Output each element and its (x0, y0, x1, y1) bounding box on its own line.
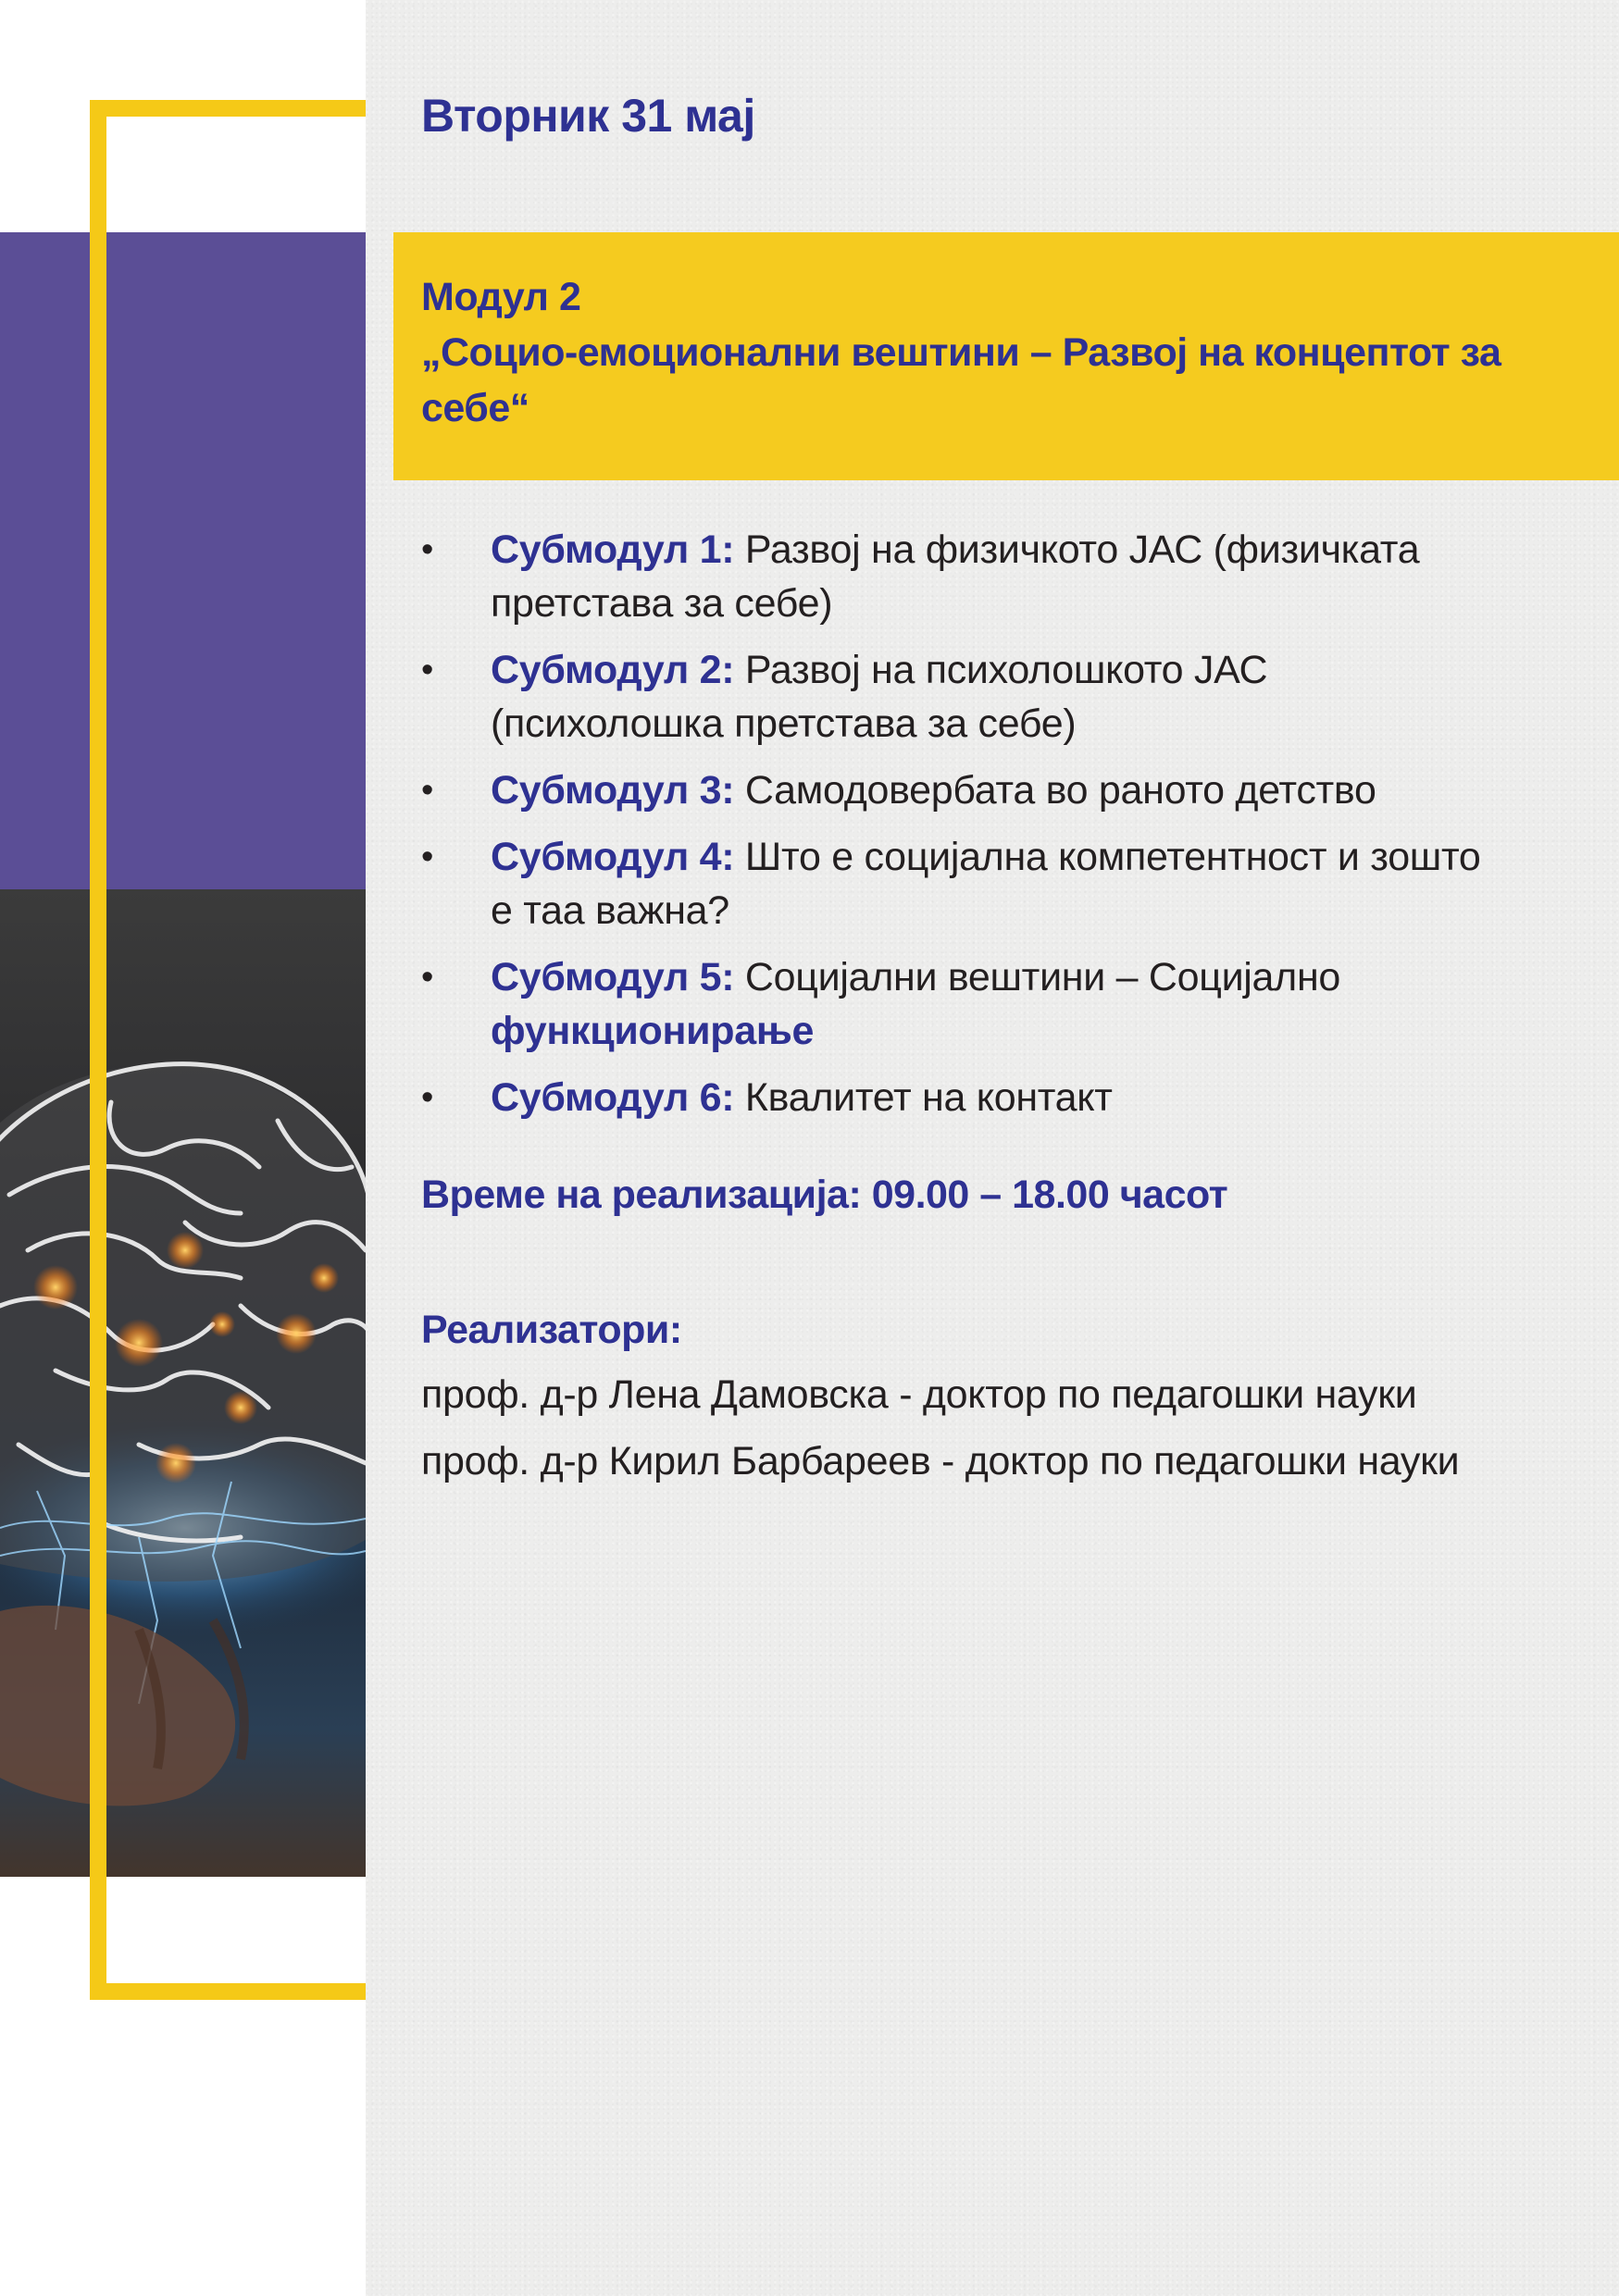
list-item (421, 763, 1495, 817)
list-item (421, 523, 1495, 630)
submodule-text: Развој на психолошкото ЈАС (психолошка претстава за себе) (491, 648, 1268, 746)
submodule-text: Социјални вештини – Социјално (734, 955, 1341, 999)
bullet-icon: • (421, 838, 434, 876)
bullet-icon: • (421, 1078, 434, 1117)
author-item: проф. д-р Кирил Барбареев - доктор по педагошки науки (421, 1439, 1460, 1483)
list-item (421, 830, 1495, 937)
submodule-text: Квалитет на контакт (734, 1075, 1113, 1120)
list-item (421, 643, 1495, 751)
yellow-frame (90, 100, 366, 2000)
submodule-text: Самодовербата во раното детство (734, 768, 1376, 813)
module-banner (393, 232, 1619, 480)
bullet-icon: • (421, 958, 434, 997)
authors-list (421, 1368, 1476, 1501)
submodule-label: Субмодул 1: (491, 527, 735, 572)
submodule-label: Субмодул 6: (491, 1075, 735, 1120)
date-heading: Вторник 31 мај (421, 90, 755, 142)
realization-time: Време на реализација: 09.00 – 18.00 часот (421, 1173, 1228, 1217)
submodule-label: Субмодул 3: (491, 768, 735, 813)
submodule-label: Субмодул 2: (491, 648, 735, 692)
list-item (421, 1071, 1495, 1124)
module-title: „Социо-емоционални вештини – Развој на концептот за себе“ (421, 330, 1501, 430)
authors-heading: Реализатори: (421, 1308, 682, 1352)
list-item (421, 950, 1495, 1058)
submodule-list (421, 523, 1495, 1137)
submodule-text: Што е социјална компетентност и зошто е таа важна? (491, 835, 1481, 933)
submodule-text: Развој на физичкото ЈАС (физичката претстава за себе) (491, 527, 1420, 626)
author-item: проф. д-р Лена Дамовска - доктор по педагошки науки (421, 1372, 1417, 1417)
bullet-icon: • (421, 651, 434, 689)
bullet-icon: • (421, 771, 434, 810)
submodule-label: Субмодул 5: (491, 955, 735, 999)
bullet-icon: • (421, 530, 434, 569)
submodule-emphasis: функционирање (491, 1009, 815, 1053)
submodule-label: Субмодул 4: (491, 835, 735, 879)
module-label: Модул 2 (421, 275, 581, 319)
